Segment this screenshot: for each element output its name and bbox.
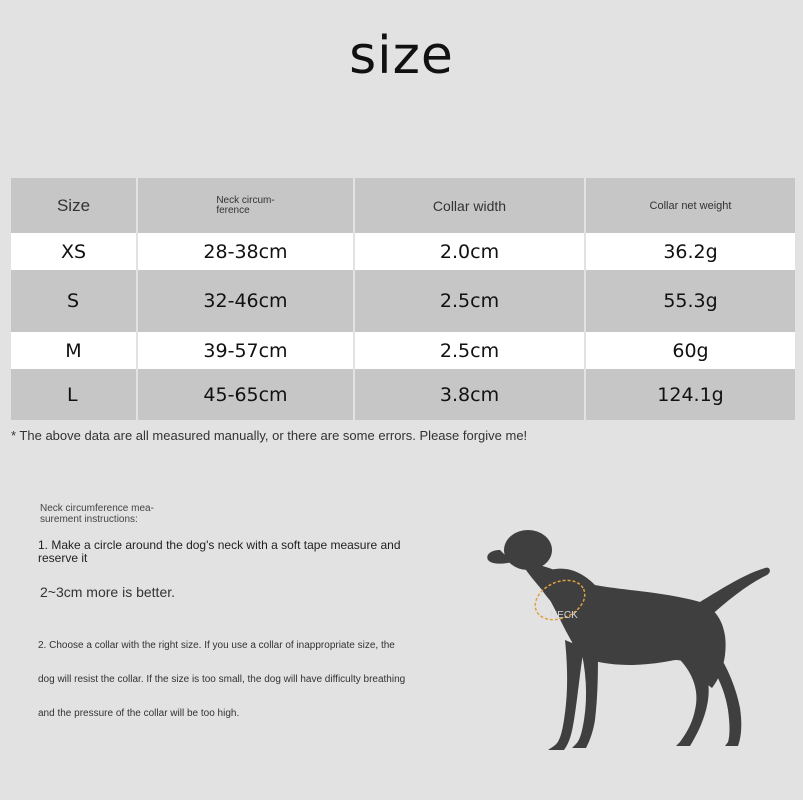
dog-illustration <box>480 520 780 760</box>
table-row <box>11 270 795 332</box>
cell-weight: 60g <box>585 332 795 369</box>
table-row <box>11 332 795 369</box>
header-width: Collar width <box>354 178 585 233</box>
cell-neck: 45-65cm <box>137 369 354 420</box>
cell-width: 2.0cm <box>354 233 585 270</box>
instruction-step-1: 1. Make a circle around the dog's neck with a soft tape measure and reserve it <box>38 538 401 565</box>
table-row <box>11 233 795 270</box>
cell-size: L <box>11 369 137 420</box>
header-weight: Collar net weight <box>585 178 795 233</box>
cell-size: XS <box>11 233 137 270</box>
header-size: Size <box>11 178 137 233</box>
cell-weight: 55.3g <box>585 270 795 332</box>
cell-width: 2.5cm <box>354 332 585 369</box>
table-header-row <box>11 178 795 233</box>
cell-size: S <box>11 270 137 332</box>
page-title: size <box>349 26 454 86</box>
cell-neck: 39-57cm <box>137 332 354 369</box>
instruction-step-2: 2. Choose a collar with the right size. If you use a collar of inappropriate size, the dog will resist the collar. If the size is too small, the dog will have difficulty breathing and the pressure of the collar will be too high. <box>38 640 406 719</box>
cell-weight: 124.1g <box>585 369 795 420</box>
instructions-title: Neck circumference mea- surement instructions: <box>40 503 154 525</box>
cell-neck: 32-46cm <box>137 270 354 332</box>
cell-neck: 28-38cm <box>137 233 354 270</box>
cell-size: M <box>11 332 137 369</box>
size-table <box>11 178 795 420</box>
cell-weight: 36.2g <box>585 233 795 270</box>
disclaimer-note: * The above data are all measured manually, or there are some errors. Please forgive me! <box>11 428 528 443</box>
instruction-tip: 2~3cm more is better. <box>40 584 176 600</box>
cell-width: 2.5cm <box>354 270 585 332</box>
header-neck-text: Neck circum- ference <box>216 194 275 216</box>
dog-silhouette-icon <box>487 530 770 750</box>
table-row <box>11 369 795 420</box>
header-neck <box>137 178 354 233</box>
neck-label: NECK <box>550 610 578 621</box>
cell-width: 3.8cm <box>354 369 585 420</box>
